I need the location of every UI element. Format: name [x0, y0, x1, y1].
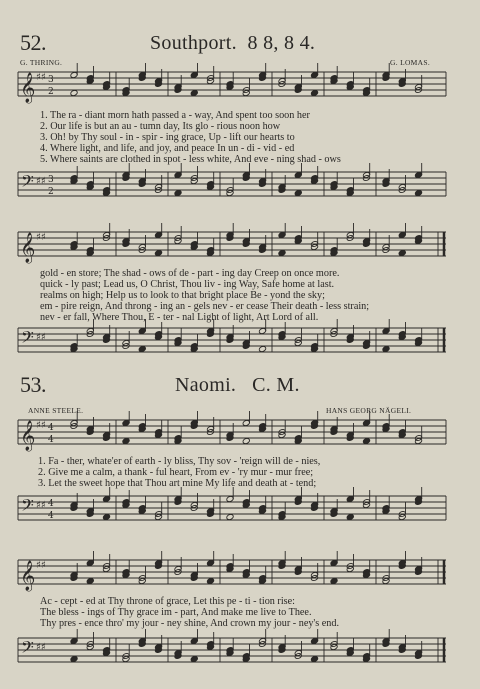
tune-name: Naomi.	[175, 374, 237, 396]
verse-line: em - pire reign, And throng - ing an - gels nev - er cease Their death - less strain;	[40, 301, 370, 312]
svg-text:♯♯: ♯♯	[36, 420, 46, 431]
verse-line: 2. Give me a calm, a thank - ful heart, From ev - 'ry mur - mur free;	[38, 467, 314, 478]
verse-line: realms on high; Help us to look to that bright place Be - yond the sky;	[40, 290, 325, 301]
note-head	[310, 90, 318, 97]
note-head	[414, 190, 422, 197]
note-group	[70, 163, 423, 196]
svg-text:♯♯: ♯♯	[36, 72, 46, 83]
note-head	[398, 250, 406, 257]
svg-text:3: 3	[48, 175, 54, 185]
meter: 8 8, 8 4.	[247, 32, 316, 54]
note-head	[70, 656, 78, 663]
note-group	[70, 63, 423, 96]
verse-block-top	[38, 456, 320, 489]
hymn-number: 53.	[20, 372, 46, 397]
svg-text:4: 4	[48, 511, 54, 521]
words-credit: G. THRING.	[20, 58, 63, 67]
note-group	[70, 319, 423, 352]
verse-line: 1. Fa - ther, whate'er of earth - ly bliss, Thy sov - 'reign will de - nies,	[38, 456, 321, 467]
words-credit: ANNE STEELE.	[28, 406, 84, 415]
music-staff-bass	[18, 168, 446, 202]
music-credit: HANS GEORG NÄGELI.	[326, 406, 412, 415]
meter: C. M.	[252, 374, 300, 396]
note-head	[122, 438, 130, 445]
note-group	[70, 223, 423, 256]
verse-line: quick - ly past; Lead us, O Christ, Thou liv - ing Way, Safe home at last.	[40, 279, 335, 290]
verse-line: nev - er fall, Where Thou, E - ter - nal Light of light, Art Lord of all.	[40, 312, 319, 323]
svg-text:2: 2	[48, 87, 54, 97]
svg-text:♯♯: ♯♯	[36, 232, 46, 243]
note-group	[70, 411, 423, 444]
svg-text:4: 4	[48, 499, 54, 509]
note-head	[330, 578, 338, 585]
music-staff-treble	[18, 68, 446, 104]
verse-block-bottom	[40, 268, 369, 323]
music-staff-treble	[18, 416, 446, 452]
note-head	[226, 514, 234, 521]
note-head	[362, 438, 370, 445]
verse-line: 3. Let the sweet hope that Thou art mine My life and death at - tend;	[38, 478, 317, 489]
treble-clef-icon: 𝄞	[20, 73, 36, 103]
music-staff-treble	[18, 556, 446, 592]
note-head	[206, 578, 214, 585]
note-head	[138, 346, 146, 353]
hymn-title	[150, 32, 315, 55]
verse-block-top	[40, 110, 341, 165]
svg-text:♯♯: ♯♯	[36, 500, 46, 511]
note-head	[190, 656, 198, 663]
note-head	[242, 438, 250, 445]
svg-text:♯♯: ♯♯	[36, 332, 46, 343]
verse-line: 3. Oh! by Thy soul - in - spir - ing grace, Up - lift our hearts to	[40, 132, 295, 143]
bass-clef-icon: 𝄢	[21, 637, 34, 661]
verse-line: 2. Our life is but an au - tumn day, Its glo - rious noon how	[40, 121, 281, 132]
note-head	[154, 250, 162, 257]
bass-clef-icon: 𝄢	[21, 327, 34, 351]
treble-clef-icon: 𝄞	[20, 233, 36, 263]
music-staff-bass	[18, 324, 446, 358]
verse-line: 5. Where saints are clothed in spot - less white, And eve - ning shad - ows	[40, 154, 341, 165]
music-staff-bass	[18, 634, 446, 668]
verse-block-bottom	[40, 596, 339, 629]
svg-text:4: 4	[48, 435, 54, 445]
note-head	[102, 514, 110, 521]
verse-line: Ac - cept - ed at Thy throne of grace, Let this pe - ti - tion rise:	[40, 596, 295, 607]
hymn-number: 52.	[20, 30, 46, 55]
verse-line: 4. Where light, and life, and joy, and peace In un - di - vid - ed	[40, 143, 295, 154]
bass-clef-icon: 𝄢	[21, 495, 34, 519]
note-group	[70, 629, 423, 662]
note-head	[174, 190, 182, 197]
music-credit: G. LOMAS.	[390, 58, 430, 67]
verse-line: 1. The ra - diant morn hath passed a - way, And spent too soon her	[40, 110, 310, 121]
music-staff-treble	[18, 228, 446, 264]
note-group	[70, 551, 423, 584]
note-head	[278, 250, 286, 257]
treble-clef-icon: 𝄞	[20, 421, 36, 451]
verse-line: gold - en store; The shad - ows of de - part - ing day Creep on once more.	[40, 268, 340, 279]
bass-clef-icon: 𝄢	[21, 171, 34, 195]
note-head	[382, 346, 390, 353]
treble-clef-icon: 𝄞	[20, 561, 36, 591]
note-head	[258, 346, 266, 353]
note-head	[294, 190, 302, 197]
note-head	[70, 90, 78, 97]
note-head	[346, 514, 354, 521]
svg-text:♯♯: ♯♯	[36, 560, 46, 571]
verse-line: Thy pres - ence thro' my jour - ney shine, And crown my jour - ney's end.	[40, 618, 340, 629]
hymn-title	[175, 374, 300, 397]
svg-text:2: 2	[48, 187, 54, 197]
note-head	[190, 90, 198, 97]
note-head	[86, 578, 94, 585]
music-staff-bass	[18, 492, 446, 526]
tune-name: Southport.	[150, 32, 237, 54]
svg-text:3: 3	[48, 75, 54, 85]
svg-text:♯♯: ♯♯	[36, 642, 46, 653]
verse-line: The bless - ings of Thy grace im - part, And make me live to Thee.	[40, 607, 312, 618]
svg-text:♯♯: ♯♯	[36, 176, 46, 187]
note-group	[70, 487, 423, 520]
svg-text:4: 4	[48, 423, 54, 433]
note-head	[310, 656, 318, 663]
